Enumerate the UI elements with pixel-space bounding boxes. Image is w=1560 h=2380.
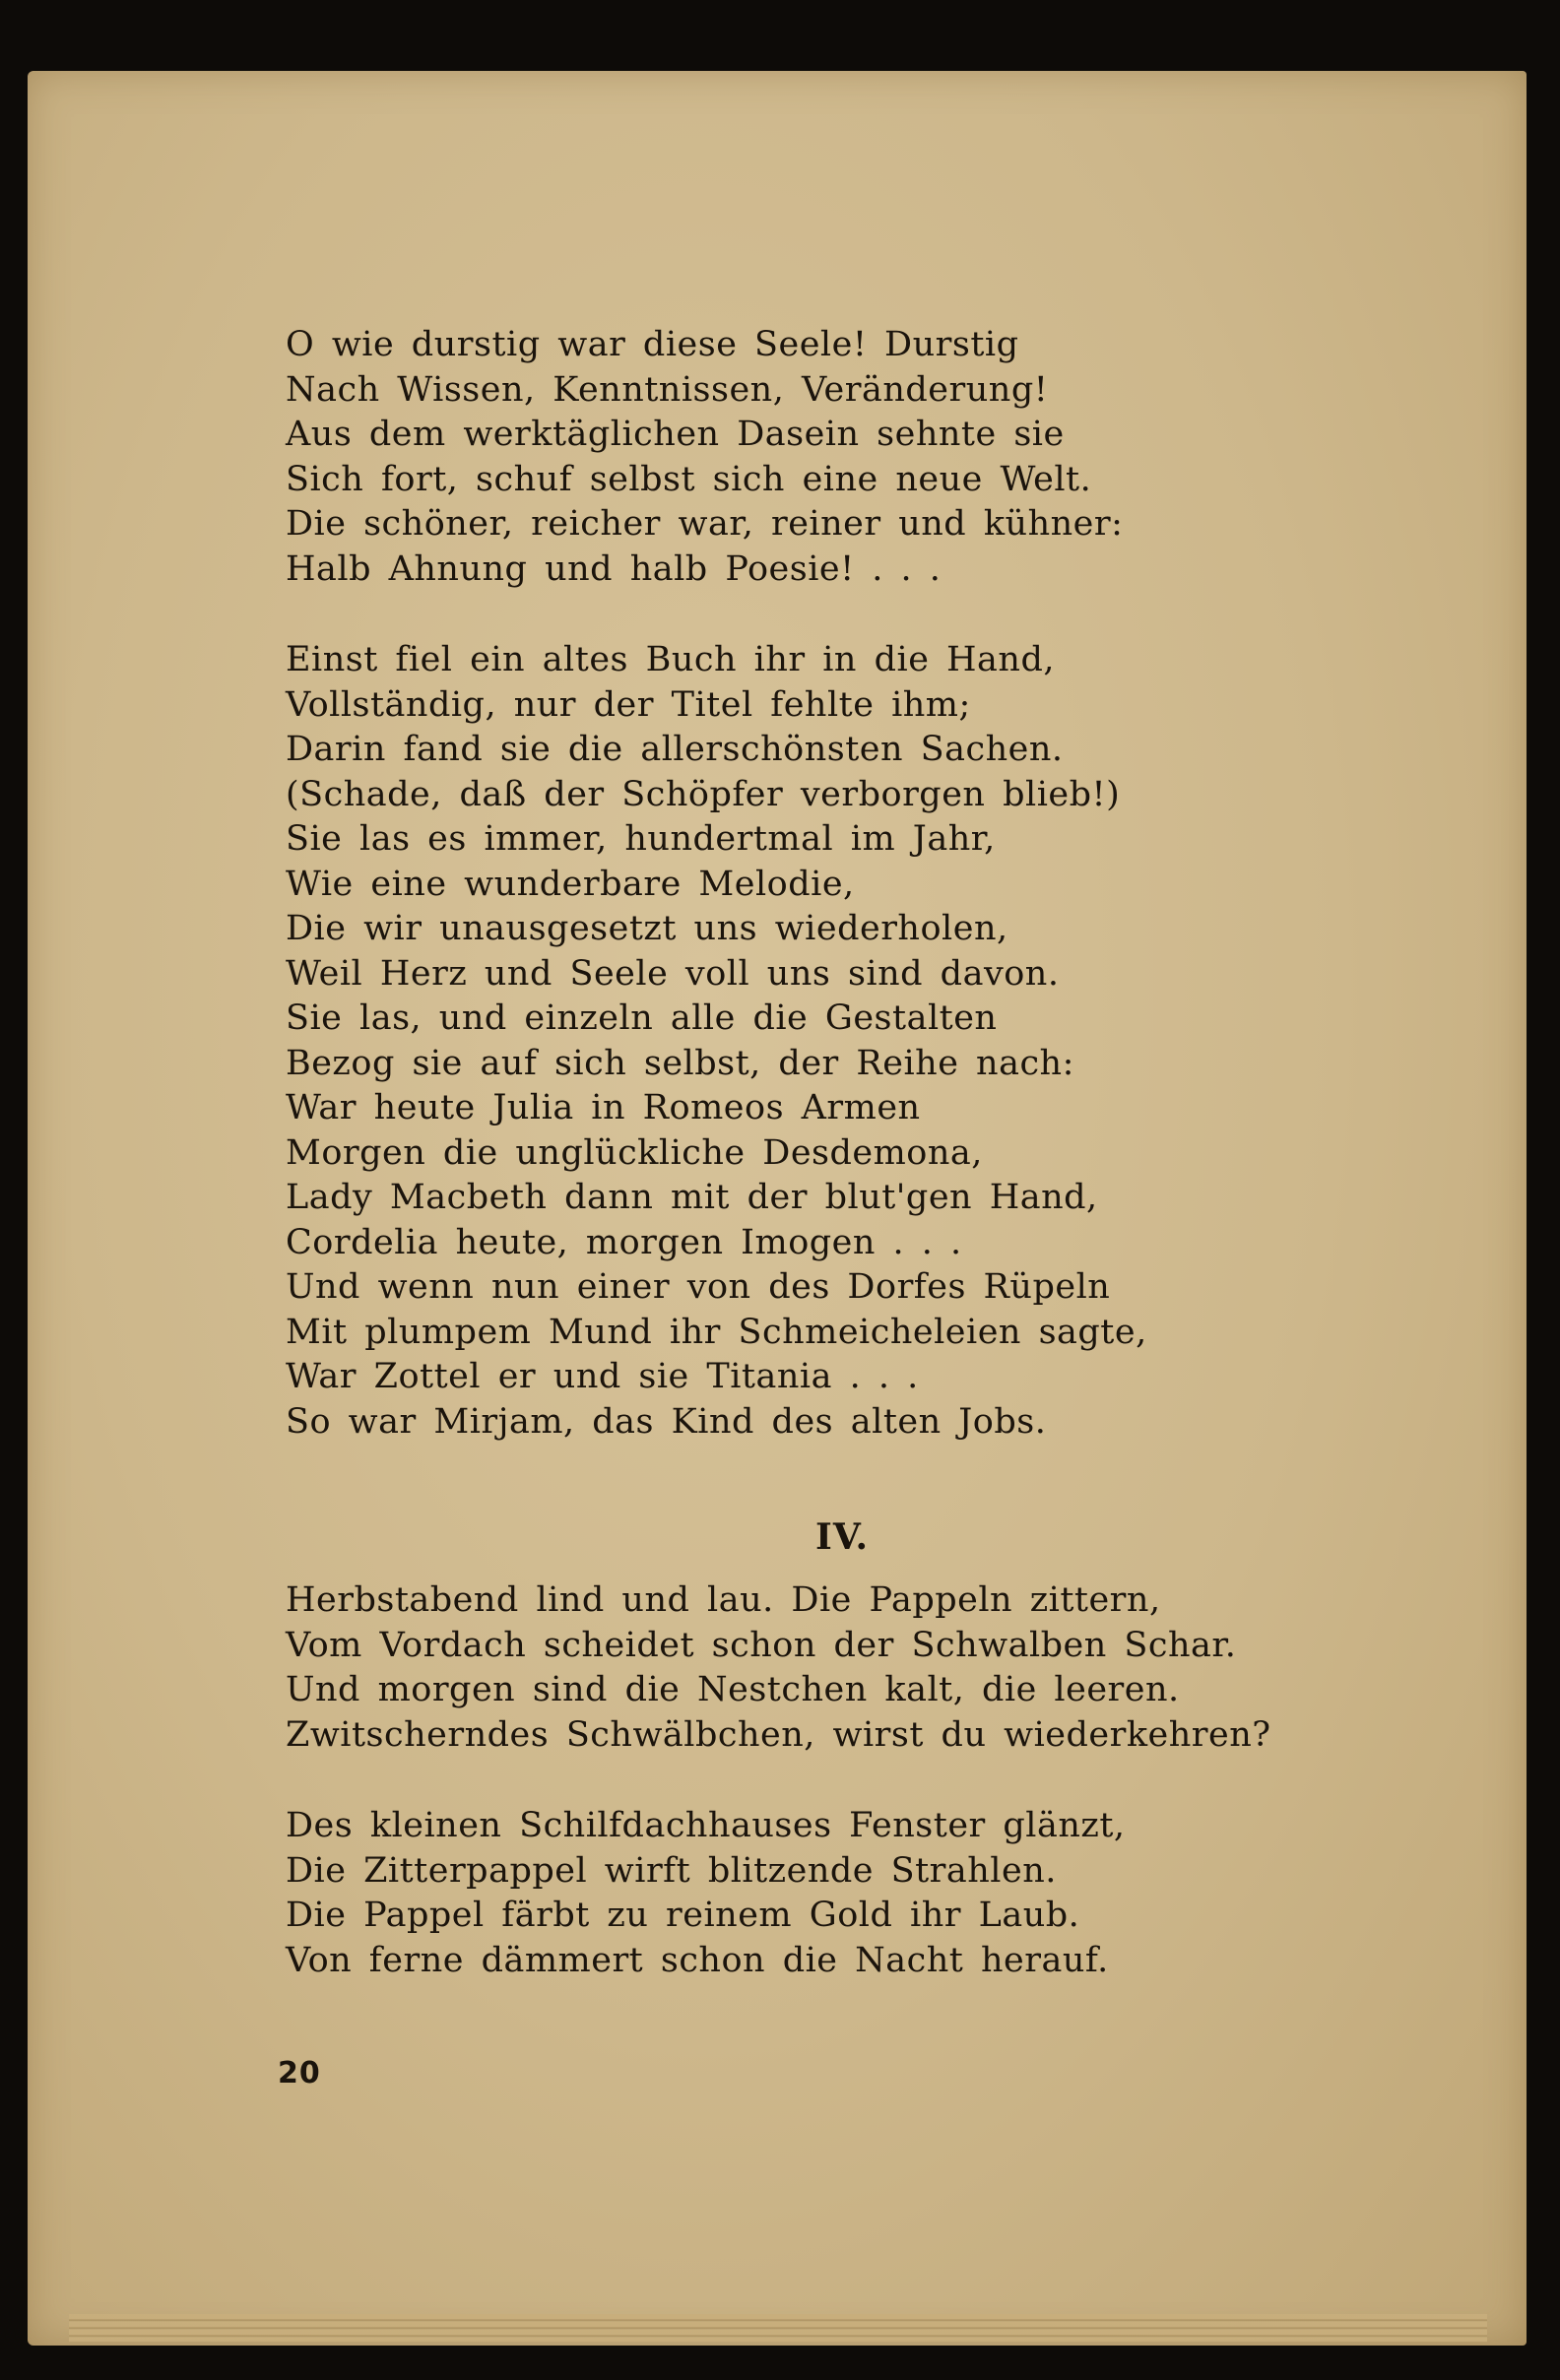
verse-line: Zwitscherndes Schwälbchen, wirst du wiederkehren? (286, 1714, 1271, 1755)
stanza-3 (286, 1578, 1271, 1758)
verse-line: Die Pappel färbt zu reinem Gold ihr Laub. (286, 1896, 1080, 1935)
verse-line: (Schade, daß der Schöpfer verborgen blieb!) (286, 774, 1121, 814)
verse-line: Aus dem werktäglichen Dasein sehnte sie (286, 415, 1065, 454)
verse-line: Vollständig, nur der Titel fehlte ihm; (286, 684, 971, 725)
verse-line: Des kleinen Schilfdachhauses Fenster glänzt, (286, 1806, 1126, 1845)
verse-line: Wie eine wunderbare Melodie, (286, 864, 855, 904)
verse-line: Die wir unausgesetzt uns wiederholen, (286, 909, 1008, 948)
verse-line: Vom Vordach scheidet schon der Schwalben Schar. (286, 1625, 1237, 1665)
verse-line: Lady Macbeth dann mit der blut'gen Hand, (286, 1178, 1098, 1217)
verse-line: Sie las es immer, hundertmal im Jahr, (286, 819, 996, 859)
stanza-1 (286, 323, 1123, 592)
verse-line: Weil Herz und Seele voll uns sind davon. (286, 953, 1060, 994)
verse-line: Herbstabend lind und lau. Die Pappeln zittern, (286, 1580, 1161, 1620)
verse-line: War heute Julia in Romeos Armen (286, 1088, 921, 1127)
verse-line: So war Mirjam, das Kind des alten Jobs. (286, 1401, 1047, 1442)
verse-line: Von ferne dämmert schon die Nacht herauf. (286, 1940, 1109, 1980)
verse-line: Halb Ahnung und halb Poesie! . . . (286, 548, 942, 589)
verse-line: Einst fiel ein altes Buch ihr in die Hand, (286, 640, 1055, 679)
verse-line: Nach Wissen, Kenntnissen, Veränderung! (286, 369, 1049, 410)
verse-line: Die Zitterpappel wirft blitzende Strahlen. (286, 1850, 1057, 1891)
verse-line: Und morgen sind die Nestchen kalt, die leeren. (286, 1670, 1180, 1709)
verse-line: Sich fort, schuf selbst sich eine neue Welt. (286, 459, 1092, 499)
verse-line: Und wenn nun einer von des Dorfes Rüpeln (286, 1267, 1111, 1307)
verse-line: Die schöner, reicher war, reiner und kühner: (286, 504, 1124, 544)
section-heading: IV. (815, 1516, 870, 1558)
verse-line: O wie durstig war diese Seele! Durstig (286, 325, 1019, 364)
page-stack-bottom-edge (69, 2314, 1487, 2342)
stanza-4 (286, 1804, 1126, 1983)
verse-line: War Zottel er und sie Titania . . . (286, 1357, 919, 1396)
verse-line: Mit plumpem Mund ihr Schmeicheleien sagte, (286, 1312, 1147, 1352)
stanza-2 (286, 638, 1147, 1445)
verse-line: Darin fand sie die allerschönsten Sachen. (286, 730, 1064, 769)
page-number: 20 (278, 2056, 321, 2091)
verse-line: Sie las, und einzeln alle die Gestalten (286, 998, 998, 1038)
verse-line: Bezog sie auf sich selbst, der Reihe nach: (286, 1043, 1074, 1083)
verse-line: Morgen die unglückliche Desdemona, (286, 1132, 983, 1173)
verse-line: Cordelia heute, morgen Imogen . . . (286, 1222, 962, 1262)
